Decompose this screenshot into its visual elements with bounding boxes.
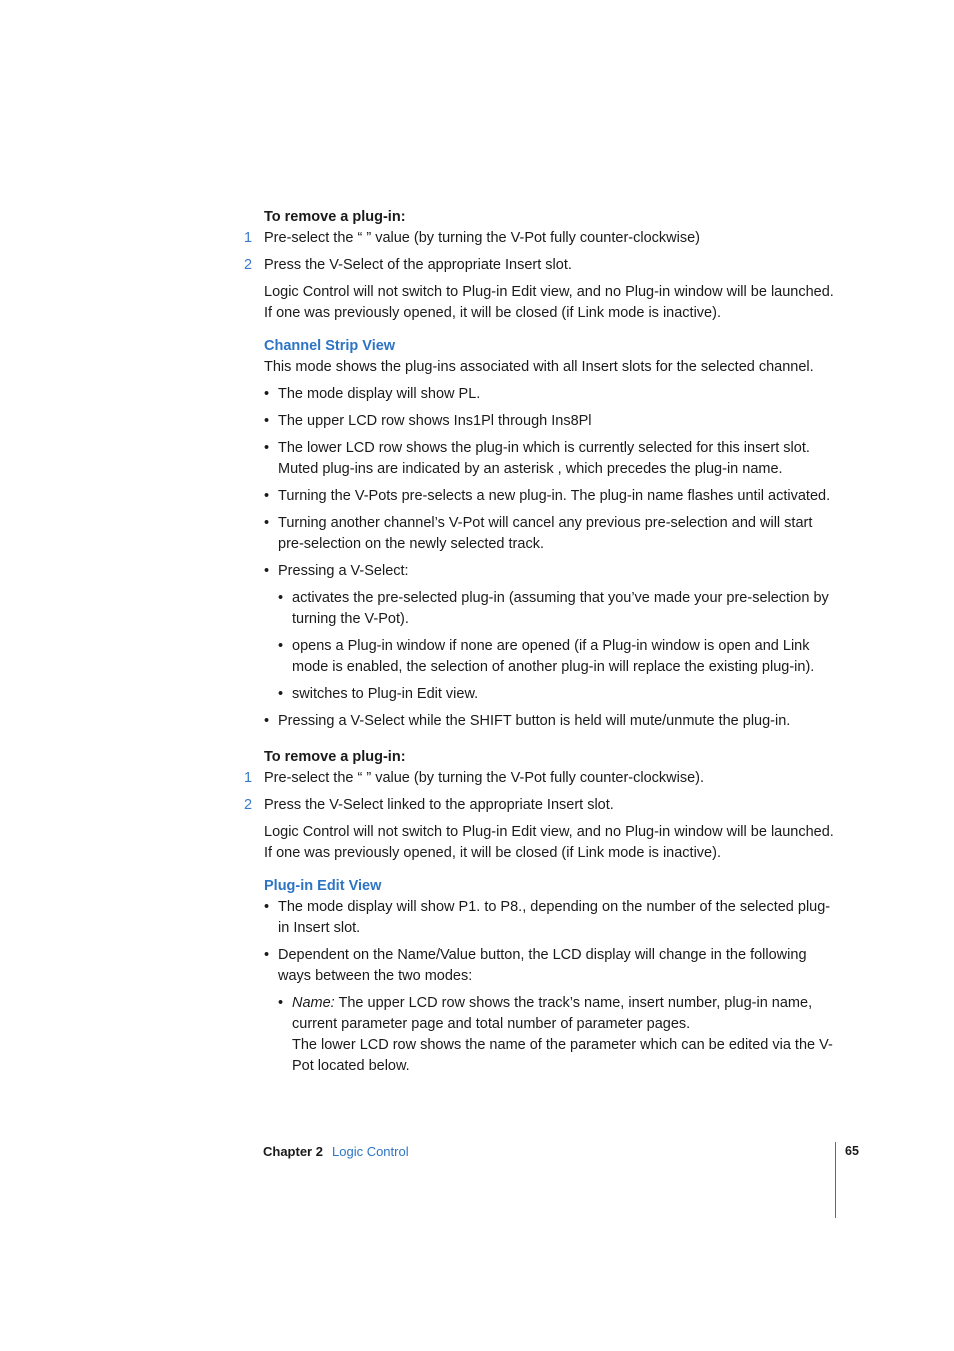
name-mode-text-lower: The lower LCD row shows the name of the parameter which can be edited via the V-Pot located below. (292, 1037, 833, 1074)
step-text: Pre-select the “ ” value (by turning the V-Pot fully counter-clockwise). (264, 770, 705, 786)
sub-bullet-item: • activates the pre-selected plug-in (assuming that you’ve made your pre-selection by turning the V-Pot). (278, 588, 839, 630)
step-1 (244, 768, 839, 789)
bullet-item: • The upper LCD row shows Ins1Pl through Ins8Pl (264, 411, 839, 432)
step-text: Press the V-Select linked to the appropriate Insert slot. (264, 797, 614, 813)
procedure-title-remove-1: To remove a plug-in: (264, 209, 406, 225)
note-paragraph: Logic Control will not switch to Plug-in Edit view, and no Plug-in window will be launched. If one was previously opened, it will be closed (if Link mode is inactive). (264, 824, 834, 861)
name-mode-text: The upper LCD row shows the track’s name, insert number, plug-in name, current parameter page and total number of parameter pages. (292, 995, 813, 1032)
bullet-item: • Turning the V-Pots pre-selects a new plug-in. The plug-in name flashes until activated. (264, 486, 839, 507)
name-mode-label: Name: (292, 995, 335, 1011)
footer-divider (835, 1142, 836, 1218)
bullet-item: • Pressing a V-Select while the SHIFT button is held will mute/unmute the plug-in. (264, 711, 839, 732)
bullet-item: • Pressing a V-Select: (264, 561, 839, 582)
step-1 (244, 228, 839, 249)
note-paragraph: Logic Control will not switch to Plug-in Edit view, and no Plug-in window will be launched. If one was previously opened, it will be closed (if Link mode is inactive). (264, 284, 834, 321)
bullet-item: • The mode display will show P1. to P8., depending on the number of the selected plug-in Insert slot. (264, 897, 839, 939)
step-number: 2 (244, 257, 253, 273)
section-heading-channel-strip-view: Channel Strip View (264, 338, 396, 354)
sub-bullet-item: • switches to Plug-in Edit view. (278, 684, 839, 705)
step-text: Pre-select the “ ” value (by turning the V-Pot fully counter-clockwise) (264, 230, 700, 246)
procedure-title-remove-2: To remove a plug-in: (264, 749, 406, 765)
step-2 (244, 255, 839, 276)
bullet-item: • The lower LCD row shows the plug-in which is currently selected for this insert slot. Muted plug-ins are indicated by an asterisk , which precedes the plug-in name. (264, 438, 839, 480)
step-text: Press the V-Select of the appropriate Insert slot. (264, 257, 572, 273)
section-heading-plugin-edit-view: Plug-in Edit View (264, 878, 382, 894)
page-content (244, 207, 839, 1077)
step-number: 1 (244, 230, 253, 246)
bullet-item: • Dependent on the Name/Value button, the LCD display will change in the following ways between the two modes: (264, 945, 839, 987)
footer-chapter-title[interactable]: Logic Control (332, 1144, 409, 1159)
step-number: 1 (244, 770, 253, 786)
sub-bullet-item: • opens a Plug-in window if none are opened (if a Plug-in window is open and Link mode is enabled, the selection of another plug-in will replace the existing plug-in). (278, 636, 839, 678)
step-number: 2 (244, 797, 253, 813)
page-number: 65 (845, 1144, 859, 1158)
sub-bullet-name-mode (278, 993, 839, 1077)
bullet-item: • Turning another channel’s V-Pot will cancel any previous pre-selection and will start pre-selection on the newly selected track. (264, 513, 839, 555)
step-2 (244, 795, 839, 816)
footer-chapter: Chapter 2 (263, 1144, 323, 1159)
intro-paragraph: This mode shows the plug-ins associated with all Insert slots for the selected channel. (264, 359, 814, 375)
bullet-item: • The mode display will show PL. (264, 384, 839, 405)
